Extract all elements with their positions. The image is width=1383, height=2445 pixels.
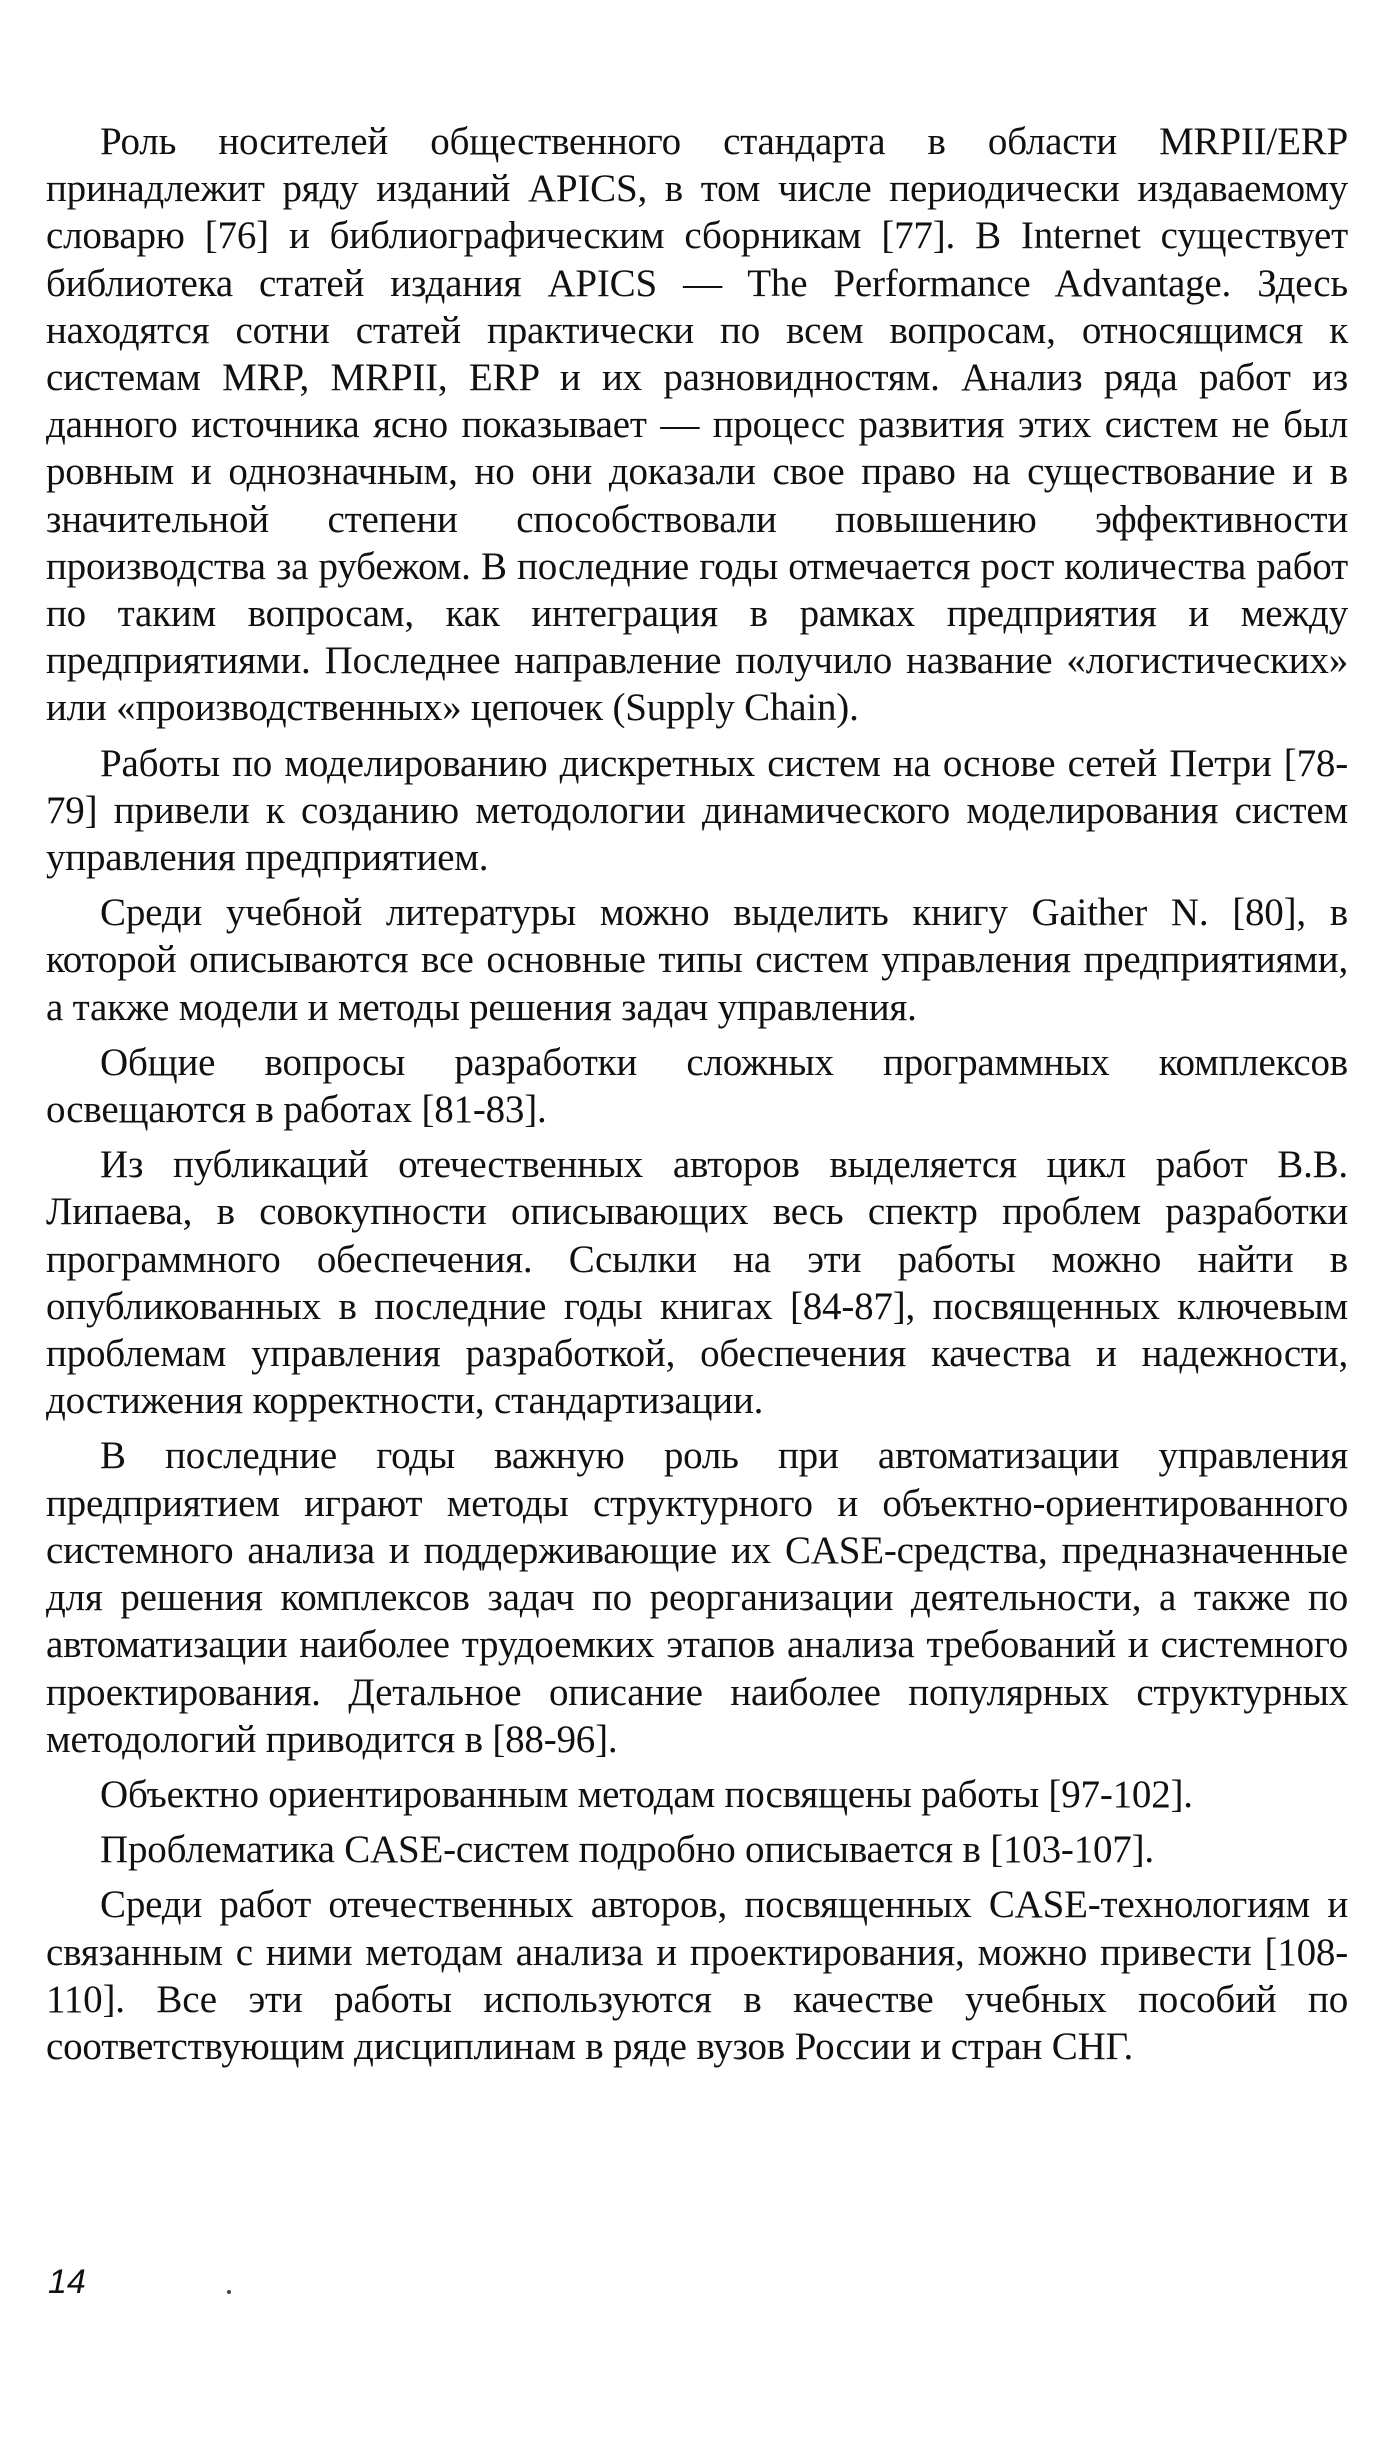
paragraph-apics: Роль носителей общественного стандарта в области MRPII/ERP принадлежит ряду изданий APICS, в том числе периодически издаваемому словарю [76] и библиографическим сборникам [77]. В Internet существует библиотека статей издания APICS — The Performance Advantage. Здесь находятся сотни статей практически по всем вопросам, относящимся к системам MRP, MRPII, ERP и их разновидностям. Анализ ряда работ из данного источника ясно показывает — процесс развития этих систем не был ровным и однозначным, но они доказали свое право на существование и в значительной степени способствовали повышению эффективности производства за рубежом. В последние годы отмечается рост количества работ по таким вопросам, как интеграция в рамках предприятия и между предприятиями. Последнее направление получило название «логистических» или «производственных» цепочек (Supply Chain). [46,120,1348,730]
paragraph-gaither: Среди учебной литературы можно выделить книгу Gaither N. [80], в которой описываются все основные типы систем управления предприятиями, а также модели и методы решения задач управления. [46,891,1348,1029]
print-speck [227,2290,231,2294]
page-number: 14 [48,2263,86,2301]
paragraph-domestic-authors: Среди работ отечественных авторов, посвященных CASE-технологиям и связанным с ними методам анализа и проектирования, можно привести [108-110]. Все эти работы используются в качестве учебных пособий по соответствующим дисциплинам в ряде вузов России и стран СНГ. [46,1883,1348,2068]
paragraph-case-systems: Проблематика CASE-систем подробно описывается в [103-107]. [100,1828,1154,1872]
paragraph-lipaev: Из публикаций отечественных авторов выделяется цикл работ В.В. Липаева, в совокупности описывающих весь спектр проблем разработки программного обеспечения. Ссылки на эти работы можно найти в опубликованных в последние годы книгах [84-87], посвященных ключевым проблемам управления разработкой, обеспечения качества и надежности, достижения корректности, стандартизации. [46,1143,1348,1423]
paragraph-software-complexes: Общие вопросы разработки сложных программных комплексов освещаются в работах [81-83]. [46,1040,1348,1132]
paragraph-object-oriented: Объектно ориентированным методам посвящены работы [97-102]. [100,1772,1193,1816]
document-body [46,118,1348,2078]
paragraph-petri-nets: Работы по моделированию дискретных систем на основе сетей Петри [78-79] привели к созданию методологии динамического моделирования систем управления предприятием. [46,741,1348,880]
paragraph-case-tools: В последние годы важную роль при автоматизации управления предприятием играют методы структурного и объектно-ориентированного системного анализа и поддерживающие их CASE-средства, предназначенные для решения комплексов задач по реорганизации деятельности, а также по автоматизации наиболее трудоемких этапов анализа требований и системного проектирования. Детальное описание наиболее популярных структурных методологий приводится в [88-96]. [46,1434,1348,1761]
